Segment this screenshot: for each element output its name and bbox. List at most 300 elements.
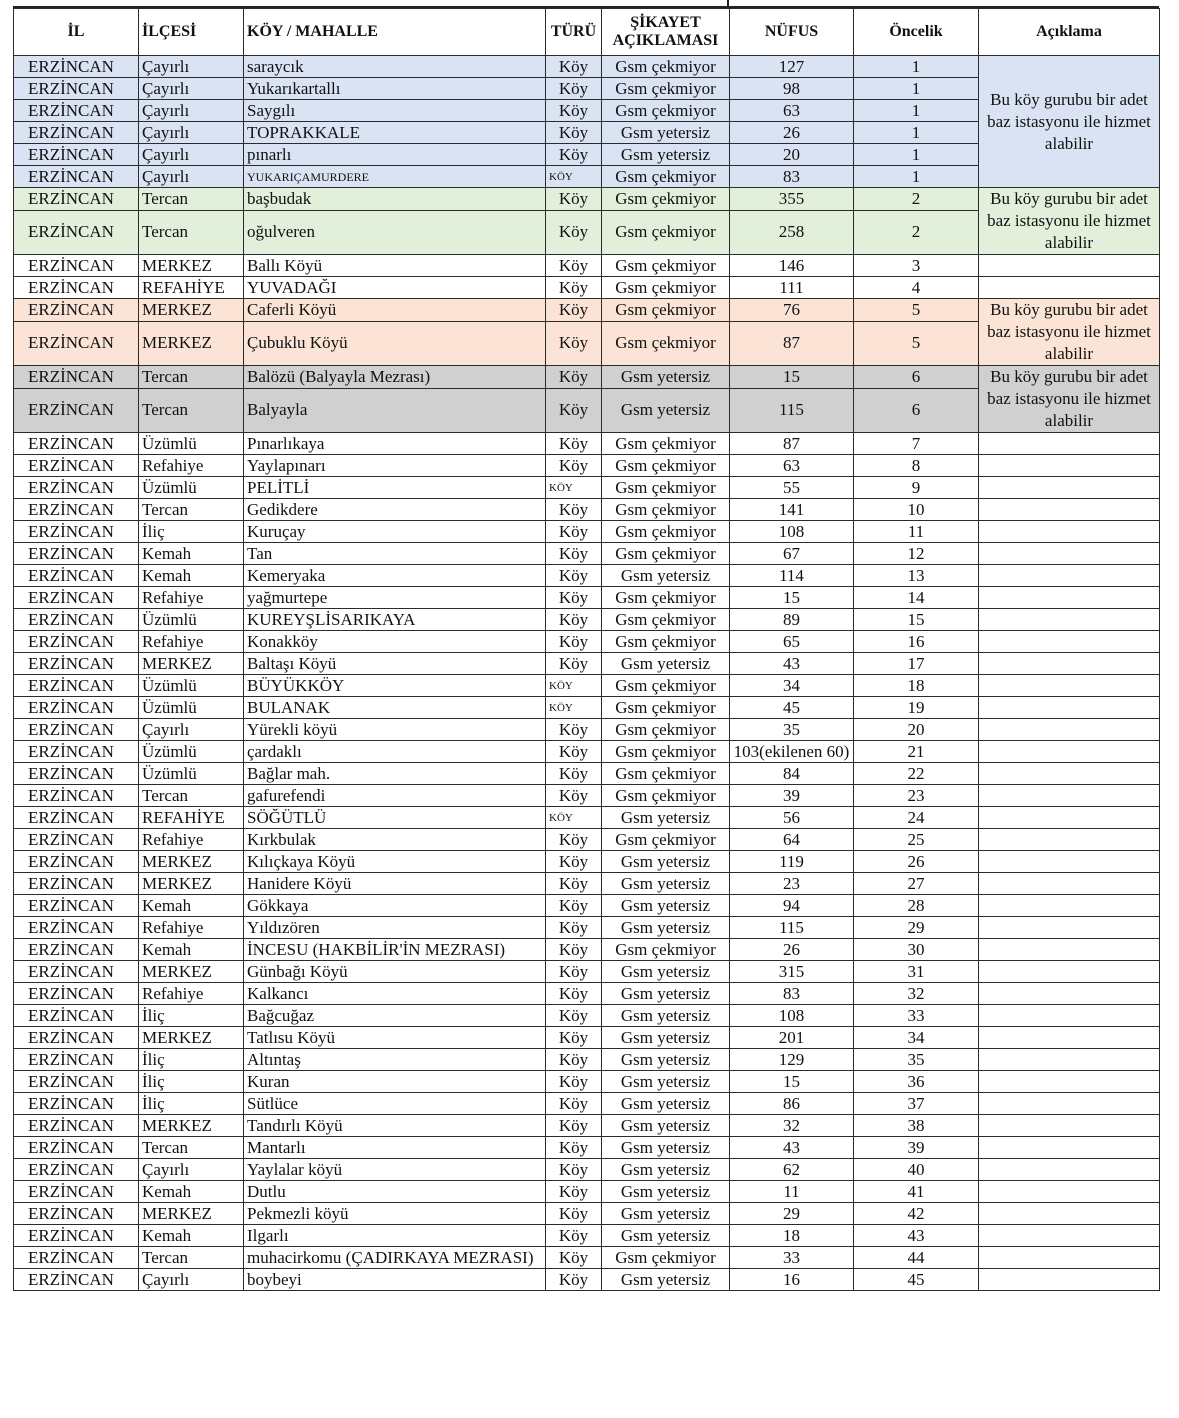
cell-koy: Pekmezli köyü: [244, 1203, 546, 1225]
cell-tur: Köy: [546, 255, 602, 277]
cell-nufus: 43: [730, 653, 854, 675]
cell-nufus: 23: [730, 873, 854, 895]
cell-aciklama: [979, 587, 1160, 609]
cell-aciklama: [979, 477, 1160, 499]
cell-koy: Saygılı: [244, 100, 546, 122]
cell-tur: Köy: [546, 1203, 602, 1225]
cell-oncelik: 17: [854, 653, 979, 675]
cell-ilce: Kemah: [139, 1181, 244, 1203]
cell-ilce: MERKEZ: [139, 653, 244, 675]
cell-koy: Yıldızören: [244, 917, 546, 939]
header-koy: KÖY / MAHALLE: [244, 9, 546, 56]
cell-il: ERZİNCAN: [14, 917, 139, 939]
cell-ilce: Refahiye: [139, 631, 244, 653]
cell-sikayet: Gsm çekmiyor: [602, 719, 730, 741]
cell-aciklama: [979, 455, 1160, 477]
table-row: [14, 299, 1160, 322]
cell-aciklama: [979, 1247, 1160, 1269]
cell-ilce: Tercan: [139, 1247, 244, 1269]
table-row: [14, 499, 1160, 521]
cell-sikayet: Gsm yetersiz: [602, 1181, 730, 1203]
cell-sikayet: Gsm çekmiyor: [602, 763, 730, 785]
cell-koy: Ballı Köyü: [244, 255, 546, 277]
cell-tur: Köy: [546, 631, 602, 653]
cell-nufus: 127: [730, 56, 854, 78]
cell-il: ERZİNCAN: [14, 631, 139, 653]
cell-tur: Köy: [546, 433, 602, 455]
table-row: [14, 1071, 1160, 1093]
cell-koy: Konakköy: [244, 631, 546, 653]
cell-koy: Kalkancı: [244, 983, 546, 1005]
cell-oncelik: 1: [854, 166, 979, 188]
cell-koy: BÜYÜKKÖY: [244, 675, 546, 697]
cell-koy: yağmurtepe: [244, 587, 546, 609]
cell-sikayet: Gsm çekmiyor: [602, 56, 730, 78]
cell-il: ERZİNCAN: [14, 1049, 139, 1071]
cell-ilce: İliç: [139, 1093, 244, 1115]
cell-il: ERZİNCAN: [14, 277, 139, 299]
cell-nufus: 34: [730, 675, 854, 697]
table-row: [14, 277, 1160, 299]
table-row: [14, 455, 1160, 477]
cell-sikayet: Gsm çekmiyor: [602, 785, 730, 807]
cell-nufus: 20: [730, 144, 854, 166]
table-row: [14, 1203, 1160, 1225]
cell-aciklama: [979, 741, 1160, 763]
table-row: [14, 873, 1160, 895]
cell-oncelik: 30: [854, 939, 979, 961]
cell-oncelik: 2: [854, 210, 979, 254]
cell-ilce: Kemah: [139, 939, 244, 961]
table-row: [14, 1115, 1160, 1137]
cell-il: ERZİNCAN: [14, 521, 139, 543]
cell-il: ERZİNCAN: [14, 961, 139, 983]
table-row: [14, 1269, 1160, 1291]
cell-sikayet: Gsm yetersiz: [602, 917, 730, 939]
cell-tur: Köy: [546, 741, 602, 763]
cell-sikayet: Gsm yetersiz: [602, 122, 730, 144]
cell-il: ERZİNCAN: [14, 144, 139, 166]
cell-koy: Kırkbulak: [244, 829, 546, 851]
cell-ilce: MERKEZ: [139, 1203, 244, 1225]
table-row: [14, 807, 1160, 829]
cell-oncelik: 28: [854, 895, 979, 917]
cell-oncelik: 33: [854, 1005, 979, 1027]
cell-tur: Köy: [546, 917, 602, 939]
cell-nufus: 84: [730, 763, 854, 785]
cell-aciklama: [979, 983, 1160, 1005]
cell-ilce: MERKEZ: [139, 255, 244, 277]
cell-koy: Kuran: [244, 1071, 546, 1093]
cell-ilce: MERKEZ: [139, 1115, 244, 1137]
cell-oncelik: 1: [854, 144, 979, 166]
cell-sikayet: Gsm çekmiyor: [602, 521, 730, 543]
cell-oncelik: 44: [854, 1247, 979, 1269]
cell-koy: Kuruçay: [244, 521, 546, 543]
cell-sikayet: Gsm yetersiz: [602, 1225, 730, 1247]
cell-tur: Köy: [546, 829, 602, 851]
cell-nufus: 119: [730, 851, 854, 873]
cell-oncelik: 23: [854, 785, 979, 807]
cell-oncelik: 5: [854, 321, 979, 365]
cell-sikayet: Gsm yetersiz: [602, 961, 730, 983]
cell-oncelik: 13: [854, 565, 979, 587]
cell-tur: Köy: [546, 1159, 602, 1181]
cell-koy: Çubuklu Köyü: [244, 321, 546, 365]
cell-il: ERZİNCAN: [14, 939, 139, 961]
cell-aciklama: [979, 895, 1160, 917]
table-row: [14, 1005, 1160, 1027]
cell-nufus: 111: [730, 277, 854, 299]
cell-tur: Köy: [546, 1049, 602, 1071]
cell-koy: muhacirkomu (ÇADIRKAYA MEZRASI): [244, 1247, 546, 1269]
cell-sikayet: Gsm çekmiyor: [602, 188, 730, 211]
cell-koy: Gedikdere: [244, 499, 546, 521]
cell-il: ERZİNCAN: [14, 1159, 139, 1181]
cell-tur: Köy: [546, 785, 602, 807]
cell-tur: Köy: [546, 895, 602, 917]
cell-aciklama: [979, 565, 1160, 587]
cell-koy: oğulveren: [244, 210, 546, 254]
cell-aciklama: [979, 1027, 1160, 1049]
cell-tur: Köy: [546, 277, 602, 299]
table-row: [14, 565, 1160, 587]
cell-tur: Köy: [546, 499, 602, 521]
cell-tur: Köy: [546, 851, 602, 873]
top-border: [13, 0, 1159, 8]
table-row: [14, 1049, 1160, 1071]
cell-aciklama: [979, 255, 1160, 277]
cell-sikayet: Gsm çekmiyor: [602, 1247, 730, 1269]
cell-nufus: 67: [730, 543, 854, 565]
cell-nufus: 108: [730, 1005, 854, 1027]
cell-koy: Balyayla: [244, 388, 546, 432]
cell-oncelik: 34: [854, 1027, 979, 1049]
cell-il: ERZİNCAN: [14, 477, 139, 499]
cell-koy: çardaklı: [244, 741, 546, 763]
cell-il: ERZİNCAN: [14, 56, 139, 78]
cell-sikayet: Gsm yetersiz: [602, 388, 730, 432]
cell-nufus: 63: [730, 100, 854, 122]
cell-nufus: 115: [730, 388, 854, 432]
cell-ilce: Çayırlı: [139, 719, 244, 741]
cell-ilce: Kemah: [139, 895, 244, 917]
cell-ilce: Tercan: [139, 785, 244, 807]
cell-tur: Köy: [546, 1027, 602, 1049]
cell-oncelik: 22: [854, 763, 979, 785]
cell-il: ERZİNCAN: [14, 675, 139, 697]
cell-ilce: REFAHİYE: [139, 277, 244, 299]
cell-oncelik: 8: [854, 455, 979, 477]
cell-ilce: Çayırlı: [139, 56, 244, 78]
table-row: [14, 631, 1160, 653]
cell-tur: Köy: [546, 983, 602, 1005]
cell-koy: YUVADAĞI: [244, 277, 546, 299]
cell-nufus: 115: [730, 917, 854, 939]
cell-koy: Ilgarlı: [244, 1225, 546, 1247]
table-row: [14, 1225, 1160, 1247]
cell-nufus: 87: [730, 433, 854, 455]
cell-il: ERZİNCAN: [14, 543, 139, 565]
cell-tur: Köy: [546, 1269, 602, 1291]
cell-aciklama: [979, 1137, 1160, 1159]
table-row: [14, 697, 1160, 719]
cell-ilce: Tercan: [139, 1137, 244, 1159]
table-row: [14, 1027, 1160, 1049]
table-row: [14, 851, 1160, 873]
table-row: [14, 895, 1160, 917]
cell-il: ERZİNCAN: [14, 210, 139, 254]
table-body: [14, 56, 1160, 1291]
cell-oncelik: 36: [854, 1071, 979, 1093]
cell-sikayet: Gsm çekmiyor: [602, 675, 730, 697]
cell-sikayet: Gsm çekmiyor: [602, 829, 730, 851]
cell-koy: Günbağı Köyü: [244, 961, 546, 983]
cell-oncelik: 31: [854, 961, 979, 983]
table-row: [14, 521, 1160, 543]
cell-aciklama-group-note: Bu köy gurubu bir adet baz istasyonu ile hizmet alabilir: [979, 56, 1160, 188]
cell-ilce: Çayırlı: [139, 78, 244, 100]
cell-oncelik: 7: [854, 433, 979, 455]
cell-oncelik: 37: [854, 1093, 979, 1115]
cell-il: ERZİNCAN: [14, 763, 139, 785]
cell-aciklama: [979, 1115, 1160, 1137]
cell-il: ERZİNCAN: [14, 1225, 139, 1247]
cell-ilce: Kemah: [139, 1225, 244, 1247]
cell-tur: Köy: [546, 1071, 602, 1093]
cell-il: ERZİNCAN: [14, 1115, 139, 1137]
cell-il: ERZİNCAN: [14, 100, 139, 122]
header-row: [14, 9, 1160, 56]
cell-nufus: 83: [730, 983, 854, 1005]
cell-nufus: 35: [730, 719, 854, 741]
cell-ilce: Üzümlü: [139, 697, 244, 719]
cell-koy: KUREYŞLİSARIKAYA: [244, 609, 546, 631]
cell-koy: Balözü (Balyayla Mezrası): [244, 366, 546, 389]
cell-il: ERZİNCAN: [14, 255, 139, 277]
cell-nufus: 87: [730, 321, 854, 365]
cell-tur: KÖY: [546, 807, 602, 829]
cell-tur: Köy: [546, 144, 602, 166]
cell-il: ERZİNCAN: [14, 851, 139, 873]
cell-il: ERZİNCAN: [14, 873, 139, 895]
cell-aciklama: [979, 917, 1160, 939]
cell-oncelik: 19: [854, 697, 979, 719]
cell-aciklama: [979, 277, 1160, 299]
cell-ilce: Üzümlü: [139, 763, 244, 785]
cell-koy: Tatlısu Köyü: [244, 1027, 546, 1049]
cell-koy: Yaylalar köyü: [244, 1159, 546, 1181]
cell-tur: Köy: [546, 763, 602, 785]
cell-il: ERZİNCAN: [14, 433, 139, 455]
cell-tur: Köy: [546, 388, 602, 432]
cell-koy: Hanidere Köyü: [244, 873, 546, 895]
cell-oncelik: 45: [854, 1269, 979, 1291]
cell-oncelik: 32: [854, 983, 979, 1005]
cell-nufus: 45: [730, 697, 854, 719]
table-row: [14, 653, 1160, 675]
cell-sikayet: Gsm yetersiz: [602, 1049, 730, 1071]
cell-oncelik: 39: [854, 1137, 979, 1159]
cell-ilce: Üzümlü: [139, 675, 244, 697]
cell-il: ERZİNCAN: [14, 1181, 139, 1203]
table-row: [14, 188, 1160, 211]
cell-aciklama: [979, 807, 1160, 829]
cell-aciklama: [979, 1093, 1160, 1115]
table-row: [14, 939, 1160, 961]
cell-sikayet: Gsm yetersiz: [602, 1137, 730, 1159]
cell-tur: Köy: [546, 122, 602, 144]
document-page: [13, 0, 1159, 1291]
cell-oncelik: 42: [854, 1203, 979, 1225]
cell-sikayet: Gsm yetersiz: [602, 366, 730, 389]
cell-il: ERZİNCAN: [14, 166, 139, 188]
cell-ilce: MERKEZ: [139, 1027, 244, 1049]
cell-koy: Altıntaş: [244, 1049, 546, 1071]
cell-koy: Gökkaya: [244, 895, 546, 917]
cell-aciklama: [979, 961, 1160, 983]
cell-ilce: İliç: [139, 1005, 244, 1027]
cell-nufus: 89: [730, 609, 854, 631]
cell-koy: gafurefendi: [244, 785, 546, 807]
cell-ilce: Kemah: [139, 565, 244, 587]
table-row: [14, 587, 1160, 609]
cell-sikayet: Gsm çekmiyor: [602, 433, 730, 455]
cell-tur: Köy: [546, 210, 602, 254]
cell-koy: Bağlar mah.: [244, 763, 546, 785]
cell-sikayet: Gsm yetersiz: [602, 807, 730, 829]
cell-tur: Köy: [546, 1005, 602, 1027]
table-row: [14, 719, 1160, 741]
cell-il: ERZİNCAN: [14, 388, 139, 432]
cell-ilce: MERKEZ: [139, 873, 244, 895]
cell-sikayet: Gsm çekmiyor: [602, 277, 730, 299]
cell-nufus: 32: [730, 1115, 854, 1137]
cell-tur: Köy: [546, 78, 602, 100]
header-sikayet: ŞİKAYET AÇIKLAMASI: [602, 9, 730, 56]
cell-nufus: 201: [730, 1027, 854, 1049]
header-ilce: İLÇESİ: [139, 9, 244, 56]
cell-nufus: 26: [730, 939, 854, 961]
cell-sikayet: Gsm çekmiyor: [602, 631, 730, 653]
cell-ilce: MERKEZ: [139, 299, 244, 322]
cell-oncelik: 2: [854, 188, 979, 211]
cell-il: ERZİNCAN: [14, 78, 139, 100]
top-border-line: [13, 6, 1159, 8]
cell-ilce: Refahiye: [139, 587, 244, 609]
cell-tur: KÖY: [546, 697, 602, 719]
cell-aciklama: [979, 1181, 1160, 1203]
cell-il: ERZİNCAN: [14, 499, 139, 521]
cell-oncelik: 29: [854, 917, 979, 939]
cell-tur: Köy: [546, 56, 602, 78]
cell-il: ERZİNCAN: [14, 829, 139, 851]
table-row: [14, 1247, 1160, 1269]
cell-il: ERZİNCAN: [14, 741, 139, 763]
cell-il: ERZİNCAN: [14, 122, 139, 144]
cell-tur: KÖY: [546, 675, 602, 697]
cell-il: ERZİNCAN: [14, 188, 139, 211]
cell-aciklama: [979, 675, 1160, 697]
cell-nufus: 146: [730, 255, 854, 277]
cell-koy: Kemeryaka: [244, 565, 546, 587]
table-row: [14, 255, 1160, 277]
cell-aciklama: [979, 609, 1160, 631]
cell-tur: Köy: [546, 1247, 602, 1269]
cell-aciklama: [979, 521, 1160, 543]
cell-il: ERZİNCAN: [14, 1247, 139, 1269]
cell-oncelik: 1: [854, 78, 979, 100]
cell-oncelik: 14: [854, 587, 979, 609]
cell-sikayet: Gsm yetersiz: [602, 1159, 730, 1181]
cell-aciklama: [979, 697, 1160, 719]
cell-sikayet: Gsm çekmiyor: [602, 939, 730, 961]
cell-sikayet: Gsm yetersiz: [602, 1093, 730, 1115]
cell-sikayet: Gsm çekmiyor: [602, 78, 730, 100]
cell-sikayet: Gsm çekmiyor: [602, 255, 730, 277]
cell-oncelik: 20: [854, 719, 979, 741]
cell-koy: Tan: [244, 543, 546, 565]
table-row: [14, 543, 1160, 565]
table-row: [14, 917, 1160, 939]
cell-nufus: 15: [730, 366, 854, 389]
cell-il: ERZİNCAN: [14, 1203, 139, 1225]
cell-oncelik: 9: [854, 477, 979, 499]
cell-il: ERZİNCAN: [14, 587, 139, 609]
cell-sikayet: Gsm çekmiyor: [602, 543, 730, 565]
cell-koy: Sütlüce: [244, 1093, 546, 1115]
cell-oncelik: 11: [854, 521, 979, 543]
cell-ilce: Çayırlı: [139, 122, 244, 144]
cell-koy: Mantarlı: [244, 1137, 546, 1159]
header-tur: TÜRÜ: [546, 9, 602, 56]
cell-sikayet: Gsm yetersiz: [602, 144, 730, 166]
cell-ilce: MERKEZ: [139, 851, 244, 873]
cell-aciklama: [979, 1203, 1160, 1225]
cell-oncelik: 12: [854, 543, 979, 565]
cell-il: ERZİNCAN: [14, 1093, 139, 1115]
cell-tur: Köy: [546, 609, 602, 631]
cell-koy: BULANAK: [244, 697, 546, 719]
table-row: [14, 477, 1160, 499]
cell-tur: Köy: [546, 587, 602, 609]
cell-sikayet: Gsm yetersiz: [602, 1027, 730, 1049]
cell-koy: Bağcuğaz: [244, 1005, 546, 1027]
cell-oncelik: 21: [854, 741, 979, 763]
cell-ilce: Üzümlü: [139, 433, 244, 455]
cell-tur: Köy: [546, 299, 602, 322]
cell-nufus: 43: [730, 1137, 854, 1159]
cell-ilce: Refahiye: [139, 829, 244, 851]
cell-aciklama: [979, 763, 1160, 785]
cell-sikayet: Gsm çekmiyor: [602, 166, 730, 188]
cell-sikayet: Gsm çekmiyor: [602, 741, 730, 763]
cell-tur: Köy: [546, 961, 602, 983]
cell-aciklama-group-note: Bu köy gurubu bir adet baz istasyonu ile hizmet alabilir: [979, 299, 1160, 366]
table-row: [14, 1159, 1160, 1181]
table-row: [14, 1093, 1160, 1115]
cell-il: ERZİNCAN: [14, 1071, 139, 1093]
cell-sikayet: Gsm yetersiz: [602, 1269, 730, 1291]
cell-tur: Köy: [546, 1093, 602, 1115]
cell-il: ERZİNCAN: [14, 1137, 139, 1159]
cell-oncelik: 40: [854, 1159, 979, 1181]
cell-oncelik: 41: [854, 1181, 979, 1203]
table-row: [14, 366, 1160, 389]
cell-sikayet: Gsm yetersiz: [602, 873, 730, 895]
cell-aciklama-group-note: Bu köy gurubu bir adet baz istasyonu ile hizmet alabilir: [979, 366, 1160, 433]
cell-ilce: REFAHİYE: [139, 807, 244, 829]
